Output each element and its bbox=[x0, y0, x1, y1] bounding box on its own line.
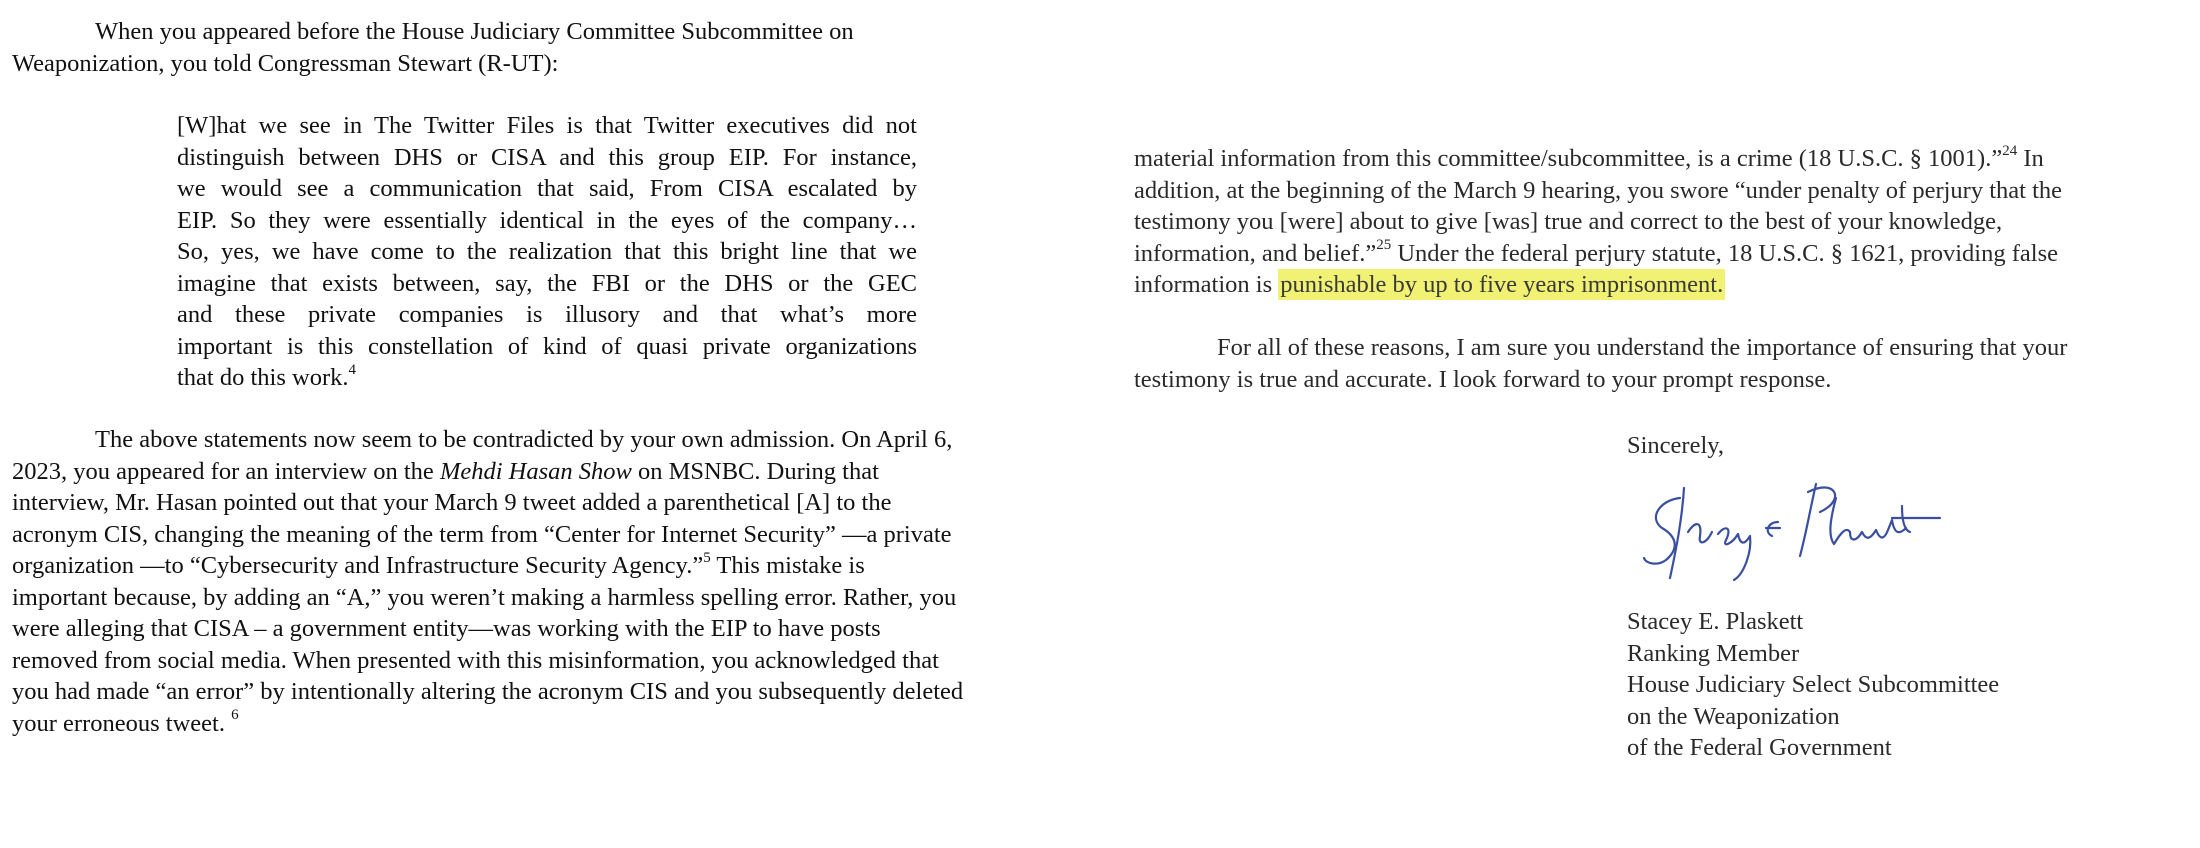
body-text: This mistake is bbox=[716, 552, 865, 579]
quote-line: [W]hat we see in The Twitter Files is that Twitter executives did not bbox=[177, 112, 917, 139]
body-line: important because, by adding an “A,” you weren’t making a harmless spelling error. Rather, you bbox=[12, 583, 957, 611]
quote-line: EIP. So they were essentially identical in the eyes of the company… bbox=[177, 206, 917, 234]
body-line: For all of these reasons, I am sure you understand the importance of ensuring that your bbox=[1217, 334, 2068, 361]
block-quote bbox=[177, 110, 917, 394]
body-line bbox=[1134, 269, 2169, 301]
signer-title: Ranking Member bbox=[1627, 639, 1800, 667]
body-text: information, and belief.” bbox=[1134, 239, 1377, 267]
body-line bbox=[12, 708, 1072, 740]
body-text: Under the federal perjury statute, 18 U.S.C. § 1621, providing false bbox=[1397, 239, 2058, 267]
signature-block bbox=[1627, 606, 1999, 764]
body-text: In bbox=[2023, 145, 2044, 172]
left-page bbox=[0, 0, 1085, 848]
body-paragraph bbox=[12, 424, 1072, 739]
signer-org-line-3: of the Federal Government bbox=[1627, 734, 1892, 761]
body-line: interview, Mr. Hasan pointed out that your March 9 tweet added a parenthetical [A] to the bbox=[12, 489, 892, 516]
quote-line-last bbox=[177, 362, 917, 394]
perjury-paragraph bbox=[1134, 143, 2169, 301]
body-line bbox=[12, 550, 1072, 582]
right-page bbox=[1095, 0, 2200, 848]
body-line: testimony is true and accurate. I look forward to your prompt response. bbox=[1134, 365, 1832, 393]
footnote-marker: 25 bbox=[1376, 237, 1392, 254]
body-line bbox=[12, 456, 1072, 488]
show-title: Mehdi Hasan Show bbox=[439, 457, 632, 485]
handwritten-signature bbox=[1640, 470, 1960, 590]
intro-line-1: When you appeared before the House Judiciary Committee Subcommittee on bbox=[95, 18, 854, 45]
highlighted-text: punishable by up to five years imprisonment. bbox=[1280, 271, 1724, 298]
body-line: you had made “an error” by intentionally altering the acronym CIS and you subsequently deleted bbox=[12, 678, 964, 705]
intro-line-2: Weaponization, you told Congressman Stewart (R-UT): bbox=[12, 49, 559, 77]
signer-org-line-2: on the Weaponization bbox=[1627, 702, 1840, 730]
body-text: material information from this committee/subcommittee, is a crime (18 U.S.C. § 1001).” bbox=[1134, 145, 2003, 172]
body-line: removed from social media. When presented with this misinformation, you acknowledged that bbox=[12, 646, 939, 674]
quote-line: we would see a communication that said, From CISA escalated by bbox=[177, 175, 917, 202]
quote-line-text: that do this work. bbox=[177, 364, 349, 391]
footnote-marker: 24 bbox=[2002, 142, 2018, 159]
quote-line: and these private companies is illusory and that what’s more bbox=[177, 301, 917, 328]
body-text: your erroneous tweet. bbox=[12, 709, 225, 737]
quote-line: imagine that exists between, say, the FBI or the DHS or the GEC bbox=[177, 269, 917, 297]
footnote-marker: 6 bbox=[231, 707, 239, 724]
body-text: information is bbox=[1134, 271, 1273, 298]
body-line: acronym CIS, changing the meaning of the term from “Center for Internet Security” —a private bbox=[12, 520, 952, 548]
body-line: testimony you [were] about to give [was] true and correct to the best of your knowledge, bbox=[1134, 208, 2003, 235]
body-text: organization —to “Cybersecurity and Infrastructure Security Agency.” bbox=[12, 552, 704, 579]
footnote-marker: 4 bbox=[348, 361, 356, 378]
closing-paragraph bbox=[1134, 332, 2169, 395]
body-line: were alleging that CISA – a government entity—was working with the EIP to have posts bbox=[12, 615, 881, 642]
body-line: addition, at the beginning of the March 9 hearing, you swore “under penalty of perjury that the bbox=[1134, 176, 2062, 204]
quote-line: So, yes, we have come to the realization that this bright line that we bbox=[177, 238, 917, 265]
body-text: 2023, you appeared for an interview on the bbox=[12, 457, 434, 485]
signer-org-line-1: House Judiciary Select Subcommittee bbox=[1627, 671, 2000, 698]
body-line bbox=[1134, 143, 2169, 175]
intro-paragraph bbox=[12, 16, 1072, 79]
body-line: The above statements now seem to be contradicted by your own admission. On April 6, bbox=[95, 426, 953, 453]
quote-line: distinguish between DHS or CISA and this group EIP. For instance, bbox=[177, 143, 917, 171]
body-text: on MSNBC. During that bbox=[637, 457, 879, 485]
quote-line: important is this constellation of kind of quasi private organizations bbox=[177, 332, 917, 360]
closing-salutation: Sincerely, bbox=[1627, 432, 1725, 459]
body-line bbox=[1134, 238, 2169, 270]
signer-name: Stacey E. Plaskett bbox=[1627, 608, 1804, 635]
footnote-marker: 5 bbox=[703, 549, 711, 566]
